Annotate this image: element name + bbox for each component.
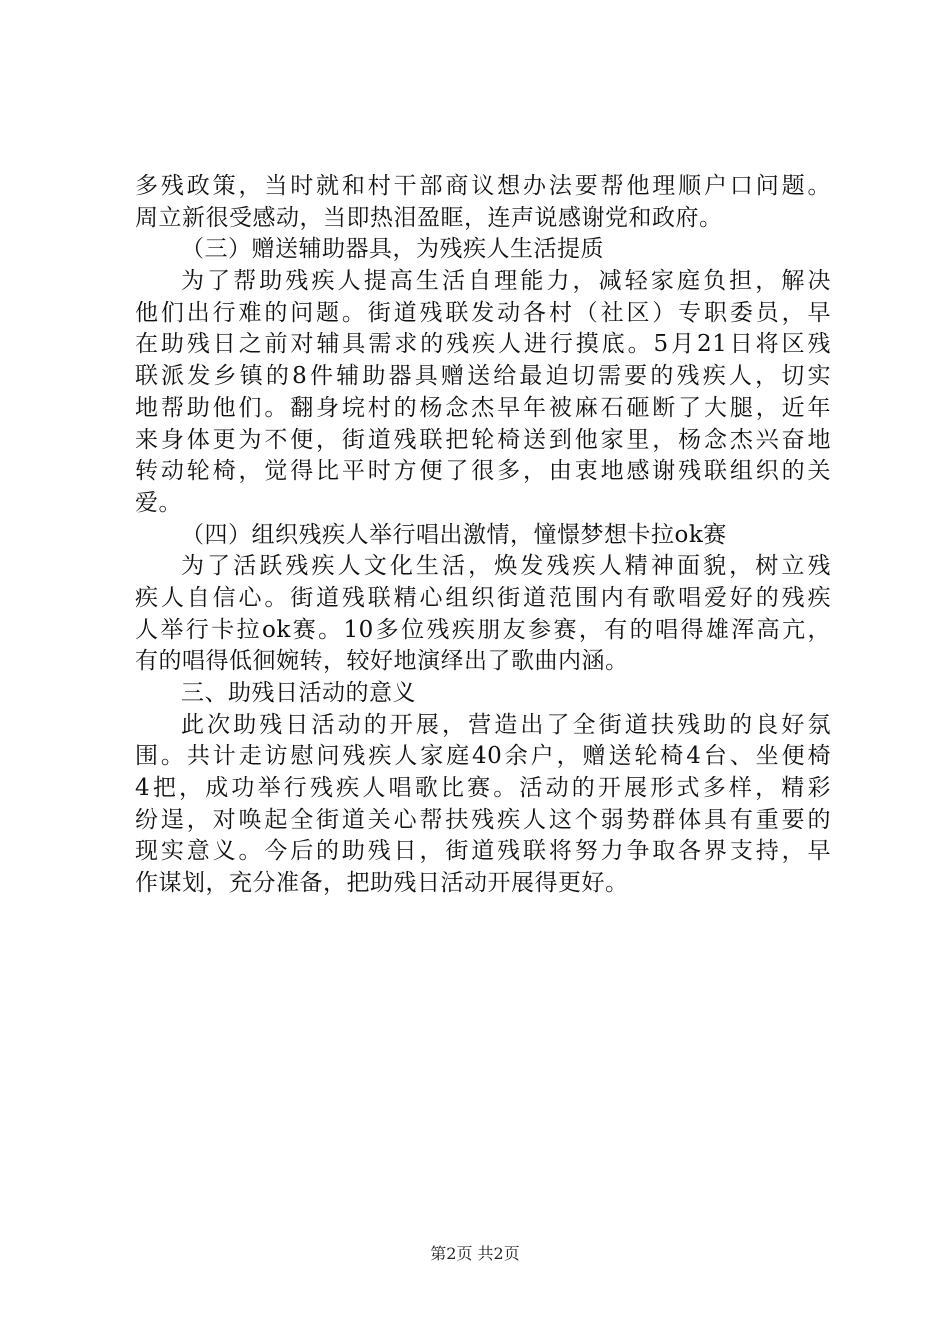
text-line: 地帮助他们。翻身垸村的杨念杰早年被麻石砸断了大腿，近年 <box>135 394 831 421</box>
heading-text: （三）赠送辅助器具，为残疾人生活提质 <box>181 236 604 263</box>
text-line: 现实意义。今后的助残日，街道残联将努力争取各界支持，早 <box>135 838 831 865</box>
document-body <box>135 171 831 900</box>
text-line: 爱。 <box>135 489 182 516</box>
page-number-footer: 第2页 共2页 <box>430 1244 520 1263</box>
text-line: 有的唱得低徊婉转，较好地演绎出了歌曲内涵。 <box>135 648 629 675</box>
heading-text: 三、助残日活动的意义 <box>181 680 416 706</box>
text-line: 纷逞，对唤起全街道关心帮扶残疾人这个弱势群体具有重要的 <box>135 806 831 833</box>
text-line: 作谋划，充分准备，把助残日活动开展得更好。 <box>135 870 629 897</box>
text-line: 为了帮助残疾人提高生活自理能力，减轻家庭负担，解决 <box>181 268 831 295</box>
section-heading-3 <box>135 234 831 266</box>
text-line: 多残政策，当时就和村干部商议想办法要帮他理顺户口问题。 <box>135 173 831 199</box>
section-heading-significance <box>135 678 831 710</box>
heading-text: （四）组织残疾人举行唱出激情，憧憬梦想卡拉ok赛 <box>181 521 727 548</box>
text-line: 他们出行难的问题。街道残联发动各村（社区）专职委员，早 <box>135 299 831 326</box>
text-line: 转动轮椅，觉得比平时方便了很多，由衷地感谢残联组织的关 <box>135 458 831 485</box>
text-line: 联派发乡镇的8件辅助器具赠送给最迫切需要的残疾人，切实 <box>135 363 831 390</box>
text-line: 来身体更为不便，街道残联把轮椅送到他家里，杨念杰兴奋地 <box>135 426 831 453</box>
text-line: 4把，成功举行残疾人唱歌比赛。活动的开展形式多样，精彩 <box>135 775 831 802</box>
text-line: 周立新很受感动，当即热泪盈眶，连声说感谢党和政府。 <box>135 204 723 231</box>
paragraph-significance <box>135 710 831 900</box>
text-line: 此次助残日活动的开展，营造出了全街道扶残助的良好氛 <box>181 711 831 738</box>
text-line: 在助残日之前对辅具需求的残疾人进行摸底。5月21日将区残 <box>135 331 831 358</box>
text-line: 为了活跃残疾人文化生活，焕发残疾人精神面貌，树立残 <box>181 553 831 580</box>
text-line: 疾人自信心。街道残联精心组织街道范围内有歌唱爱好的残疾 <box>135 584 831 611</box>
paragraph-assistive-devices <box>135 266 831 520</box>
paragraph-karaoke <box>135 551 831 678</box>
paragraph-continuation <box>135 171 831 234</box>
text-line: 人举行卡拉ok赛。10多位残疾朋友参赛，有的唱得雄浑高亢， <box>135 616 831 643</box>
text-line: 围。共计走访慰问残疾人家庭40余户，赠送轮椅4台、坐便椅 <box>135 743 831 770</box>
section-heading-4 <box>135 520 831 552</box>
